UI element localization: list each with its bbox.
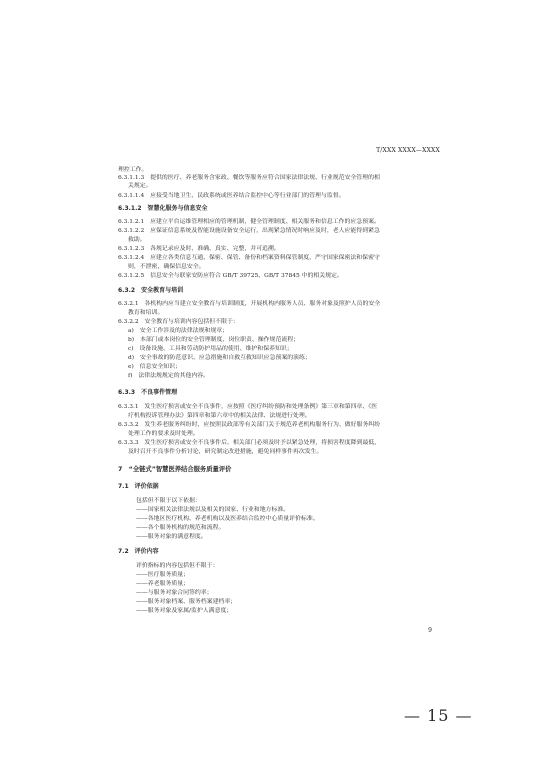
text-line: 疗机构投诉管理办法》第四章和第六章中的相关法律、法规进行处理。 <box>128 413 311 419</box>
text-line: 救助。 <box>128 237 146 243</box>
section-heading: 6.3.1.2 智慧化服务与信息安全 <box>118 205 208 212</box>
section-heading: 7.1 评价依据 <box>118 483 159 490</box>
chapter-heading: 7 “全链式”智慧医养结合服务质量评价 <box>118 466 232 473</box>
section-heading: 7.2 评价内容 <box>118 548 159 555</box>
list-item: ——医疗服务质量； <box>136 572 190 578</box>
text-line: 教育和培训。 <box>128 310 164 316</box>
text-line: 及时召开不良事件分析讨论，研究制定改进措施，避免同样事件再次发生。 <box>128 449 323 455</box>
list-item: ——与服务对象合同签约率； <box>136 590 213 596</box>
list-item: e) 信息安全知识； <box>128 364 181 370</box>
text-line: 6.3.1.1.4 应接受当地卫生、民政系统或医养结合监控中心等行业部门的管理与监督。 <box>118 193 345 199</box>
list-item: b) 本部门或本岗位的安全管理制度、岗位职责、操作规范流程； <box>128 337 300 343</box>
text-line: 6.3.2.2 安全教育与培训内容包括但不限于： <box>118 319 239 325</box>
document-code-header: T/XXX XXXX—XXXX <box>376 147 440 154</box>
list-item: f) 法律法规规定的其他内容。 <box>128 373 210 379</box>
text-line: 6.3.3.1 发生医疗损害或安全不良事件，应按照《医疗纠纷预防和处理条例》第三章和第四章、《医 <box>118 404 378 410</box>
text-line: 6.3.1.2.4 应建立各类信息互通、保密、保管、备份和档案资料保管制度，严守国家保密法和保密守 <box>118 255 380 261</box>
text-line: 6.3.2.1 各机构内应当建立安全教育与培训制度，开展机构内服务人员、服务对象及照护人员的安全 <box>118 301 381 307</box>
text-line: 关规定。 <box>128 183 152 189</box>
list-item: c) 设备设施、工具和劳动防护用品的使用、维护和保养知识； <box>128 346 293 352</box>
list-item: d) 安全事故的防范意识、应急措施和自救互救知识应急预案的演练； <box>128 355 311 361</box>
text-line: 理控工作。 <box>118 167 148 173</box>
text-line: 处理工作的要求及时处理。 <box>128 431 199 437</box>
text-line: 6.3.1.2.2 应保证信息系统及智能设施设备安全运行，出现紧急情况时响应及时，老人应能得到紧急 <box>118 228 380 234</box>
section-heading: 6.3.2 安全教育与培训 <box>118 287 184 294</box>
list-item: ——国家相关法律法规以及相关的国家、行业和地方标准。 <box>136 507 290 513</box>
text-line: 6.3.3.2 发生养老服务纠纷时，应按照民政部等有关部门关于规范养老机构服务行为、做好服务纠纷 <box>118 422 381 428</box>
text-line: 评价指标的内容包括但不限于： <box>136 563 219 569</box>
list-item: ——各地区医疗机构、养老机构以及医养结合监控中心质量评价标准。 <box>136 516 319 522</box>
page-number: 9 <box>428 627 432 634</box>
list-item: ——养老服务质量； <box>136 581 190 587</box>
text-line: 6.3.1.1.3 提供的医疗、养老服务含家政、餐饮等服务应符合国家法律法规、行业规范安全管理的相 <box>118 175 380 181</box>
text-line: 6.3.1.2.1 应建立平台运维管理相应的管理机制，健全管理制度、相关服务和信息工作的应急预案。 <box>118 219 380 225</box>
list-item: a) 安全工作涉及的法律法规和规章； <box>128 328 229 334</box>
text-line: 包括但不限于以下依据： <box>136 498 201 504</box>
footer-page-number: — 15 — <box>404 706 473 725</box>
list-item: ——服务对象的满意程度。 <box>136 534 207 540</box>
list-item: ——服务对象及家属/监护人满意度； <box>136 608 233 614</box>
text-line: 6.3.1.2.5 信息安全与联家安防应符合 GB/T 39725、GB/T 37845 中的相关规定。 <box>118 273 343 279</box>
list-item: ——服务对象档案、服务档案建档率； <box>136 599 237 605</box>
text-line: 6.3.1.2.3 各规记录应及时、准确、真实、完整，并可追溯。 <box>118 246 280 252</box>
text-line: 则，不泄密，确保信息安全。 <box>128 264 205 270</box>
text-line: 6.3.3.3 发生医疗损害或安全不良事件后，相关部门必须及时予以紧急处理，将损害程度降到最低， <box>118 440 381 446</box>
list-item: ——各个服务机构的规范和流程。 <box>136 525 225 531</box>
section-heading: 6.3.3 不良事件管理 <box>118 389 178 396</box>
